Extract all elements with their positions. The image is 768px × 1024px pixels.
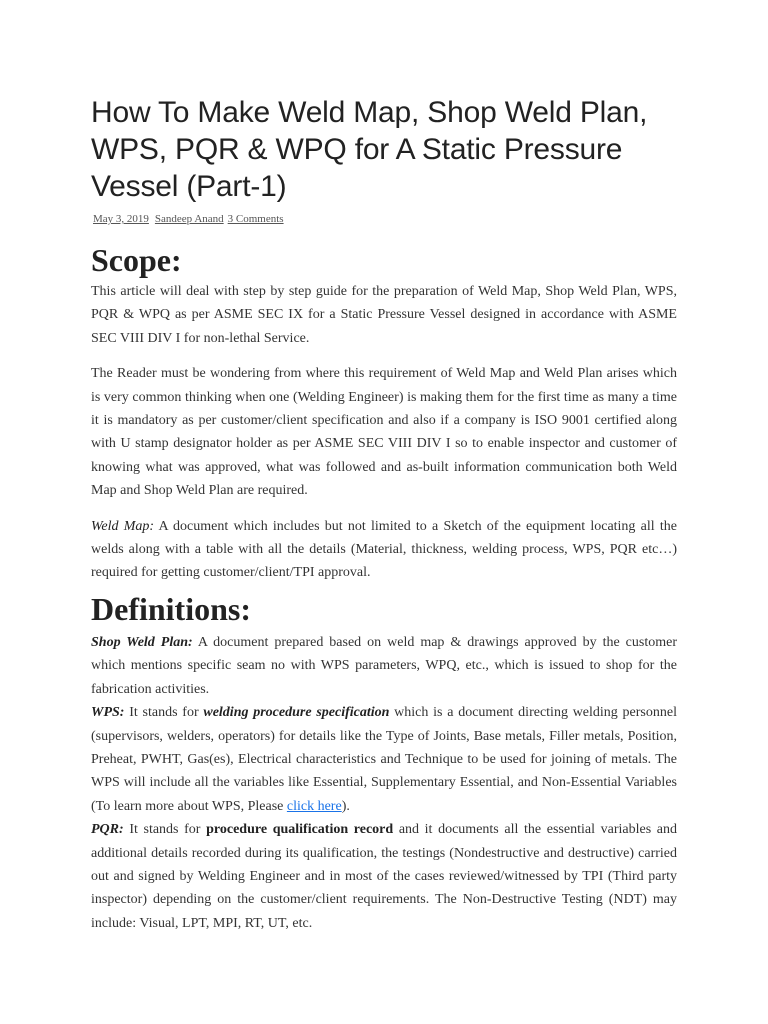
wps-text-a: It stands for bbox=[124, 705, 204, 721]
shop-weld-plan-term: Shop Weld Plan: bbox=[91, 634, 193, 650]
pqr-text-a: It stands for bbox=[123, 822, 207, 838]
wps-click-here-link[interactable]: click here bbox=[286, 798, 342, 814]
scope-paragraph-2: The Reader must be wondering from where this requirement of Weld Map and Weld Plan arises which is very common thinking when one (Welding Engineer) is making them for the first time as many a time it is mandatory as per customer/client specification and also if a company is ISO 9001 certified along with U stamp designator holder as per ASME SEC VIII DIV I so to enable inspector and customer of knowing what was approved, what was followed and as-built information communication both Weld Map and Shop Weld Plan are required. bbox=[91, 366, 677, 499]
weld-map-term: Weld Map: bbox=[91, 518, 155, 534]
wps-text-b: which is a document directing welding personnel (supervisors, welders, operators) for details like the Type of Joints, Base metals, Filler metals, Position, Preheat, PWHT, Gas(es), Electrical characteristics and Technique to be used for joining of metals. The WPS will include all the variables like Essential, Supplementary Essential, and Non-Essential Variables (To learn more about WPS, Please bbox=[91, 705, 677, 814]
weld-map-paragraph bbox=[91, 515, 677, 585]
pqr-term: PQR: bbox=[91, 822, 124, 838]
wps-term: WPS: bbox=[91, 705, 125, 721]
wps-emphasis: welding procedure specification bbox=[203, 705, 390, 721]
shop-weld-plan-text: A document prepared based on weld map & drawings approved by the customer which mentions specific seam no with WPS parameters, WPQ, etc., which is issued to shop for the fabrication activities. bbox=[91, 634, 677, 697]
post-date-link[interactable]: May 3, 2019 bbox=[93, 213, 149, 225]
article bbox=[91, 94, 677, 935]
scope-heading: Scope: bbox=[91, 242, 182, 278]
wps-paragraph bbox=[91, 701, 677, 818]
pqr-paragraph bbox=[91, 818, 677, 935]
definitions-heading: Definitions: bbox=[91, 590, 251, 627]
comments-link[interactable]: 3 Comments bbox=[227, 213, 284, 225]
shop-weld-plan-paragraph bbox=[91, 631, 677, 701]
page-title: How To Make Weld Map, Shop Weld Plan, WPS, PQR & WPQ for A Static Pressure Vessel (Part-1) bbox=[91, 96, 648, 203]
pqr-text-b: and it documents all the essential variables and additional details recorded during its qualification, the testings (Nondestructive and destructive) carried out and signed by Welding Engineer and in most of the cases reviewed/witnessed by TPI (Third party inspector) depending on the customer/client requirements. The Non-Destructive Testing (NDT) may include: Visual, LPT, MPI, RT, UT, etc. bbox=[91, 822, 677, 931]
post-meta bbox=[91, 212, 677, 226]
author-link[interactable]: Sandeep Anand bbox=[154, 213, 224, 225]
wps-text-c: ). bbox=[341, 798, 350, 814]
weld-map-text: A document which includes but not limited to a Sketch of the equipment locating all the welds along with a table with all the details (Material, thickness, welding process, WPS, PQR etc…) required for getting customer/client/TPI approval. bbox=[91, 518, 677, 581]
scope-paragraph-1: This article will deal with step by step guide for the preparation of Weld Map, Shop Weld Plan, WPS, PQR & WPQ as per ASME SEC IX for a Static Pressure Vessel designed in accordance with ASME SEC VIII DIV I for non-lethal Service. bbox=[91, 284, 677, 346]
pqr-emphasis: procedure qualification record bbox=[206, 822, 394, 838]
